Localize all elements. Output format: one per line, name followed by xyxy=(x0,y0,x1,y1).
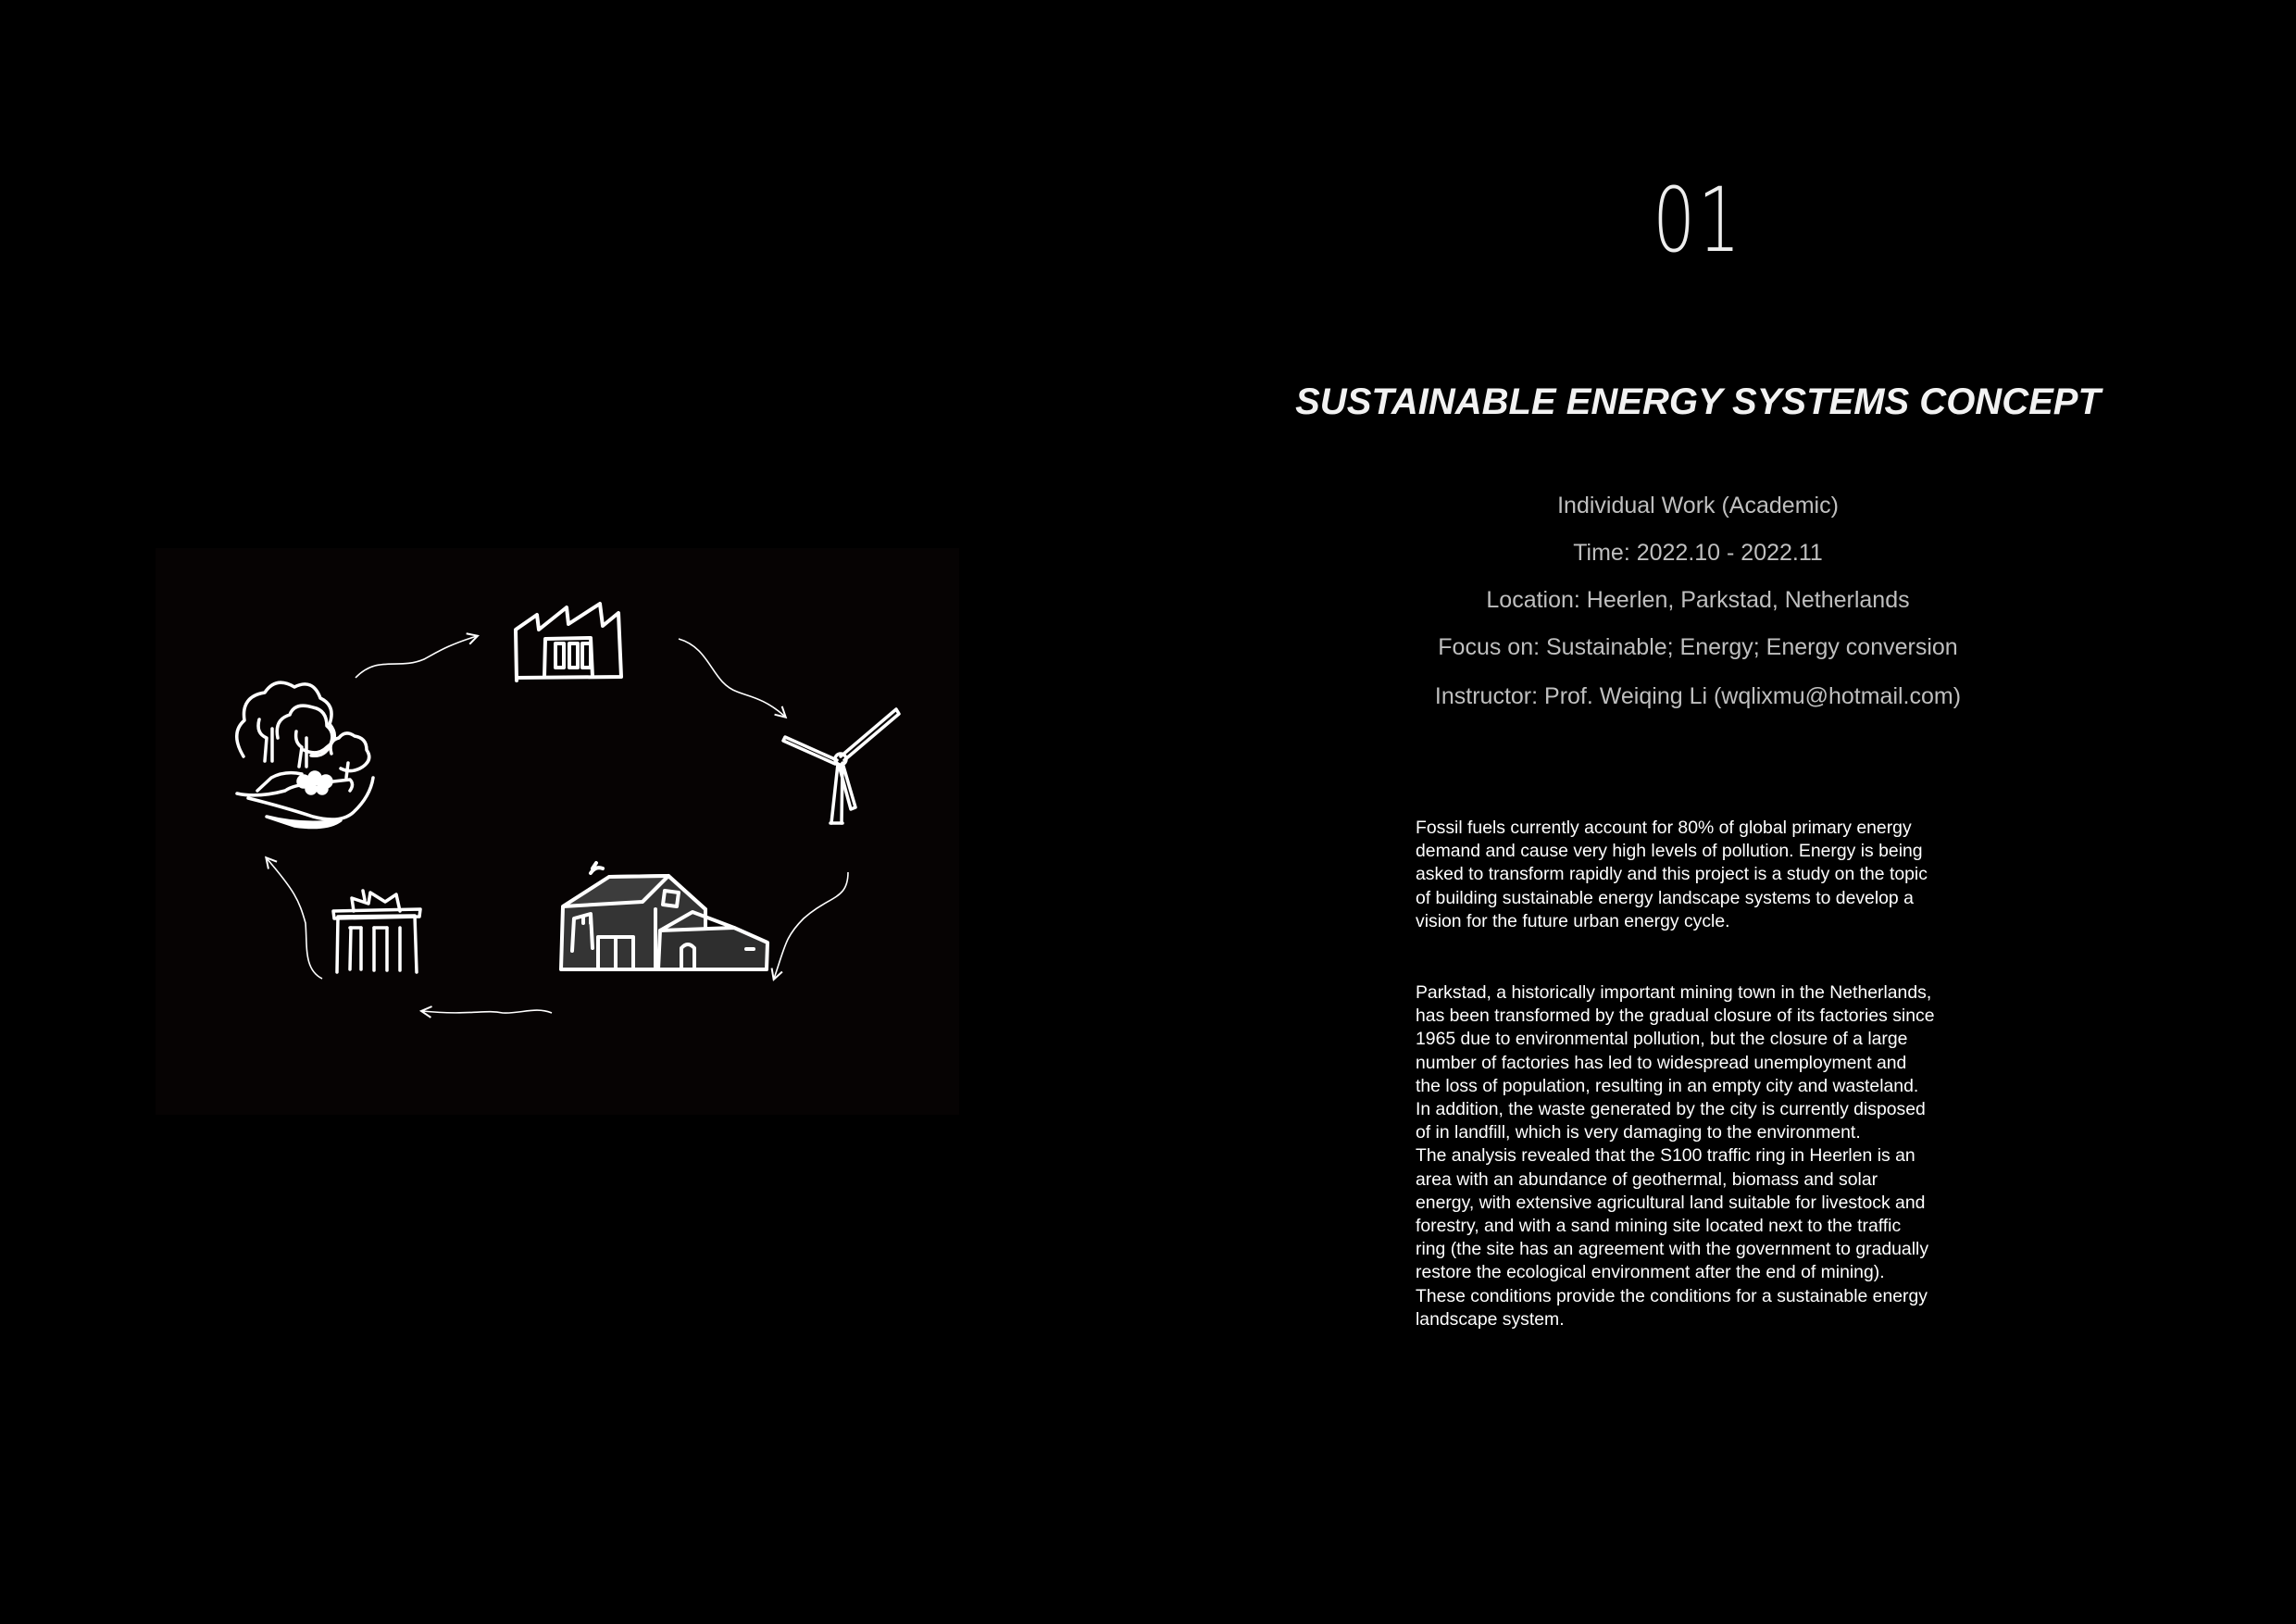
waste-bin-icon xyxy=(333,891,420,972)
work-type: Individual Work (Academic) xyxy=(1557,493,1839,518)
project-time: Time: 2022.10 - 2022.11 xyxy=(1573,540,1823,566)
barn-icon xyxy=(561,863,767,969)
energy-cycle-illustration xyxy=(156,548,959,1115)
project-title: SUSTAINABLE ENERGY SYSTEMS CONCEPT xyxy=(1295,381,2101,422)
arrow-factory-to-turbine xyxy=(679,639,785,717)
arrow-trees-to-factory xyxy=(356,636,477,678)
project-focus: Focus on: Sustainable; Energy; Energy conversion xyxy=(1438,634,1958,660)
arrow-bin-to-trees xyxy=(267,858,322,979)
factory-icon xyxy=(516,604,621,681)
wind-turbine-icon xyxy=(783,709,899,823)
body-paragraph-2: Parkstad, a historically important mining town in the Netherlands, has been transformed by the gradual closure of its factories since 1965 due to environmental pollution, but the closure of a large number of factories has led to widespread unemployment and the loss of population, resulting in an empty city and wasteland. In addition, the waste generated by the city is currently disposed of in landfill, which is very damaging to the environment. The analysis revealed that the S100 traffic ring in Heerlen is an area with an abundance of geothermal, biomass and solar energy, with extensive agricultural land suitable for livestock and forestry, and with a sand mining site located next to the traffic ring (the site has an agreement with the government to gradually restore the ecological environment after the end of mining). These conditions provide the conditions for a sustainable energy landscape system. xyxy=(1416,982,1935,1330)
arrow-turbine-to-barn xyxy=(774,872,848,979)
energy-cycle-diagram xyxy=(156,548,959,1115)
project-number: 01 xyxy=(1653,169,1743,272)
trees-icon xyxy=(237,682,373,827)
project-instructor: Instructor: Prof. Weiqing Li (wqlixmu@hotmail.com) xyxy=(1434,683,1962,709)
arrow-barn-to-bin xyxy=(422,1010,552,1013)
project-location: Location: Heerlen, Parkstad, Netherlands xyxy=(1486,587,1910,613)
body-paragraph-1: Fossil fuels currently account for 80% of global primary energy demand and cause very high levels of pollution. Energy is being asked to transform rapidly and this project is a study on the topic of building sustainable energy landscape systems to develop a vision for the future urban energy cycle. xyxy=(1416,818,1928,931)
project-meta xyxy=(1296,491,2100,729)
